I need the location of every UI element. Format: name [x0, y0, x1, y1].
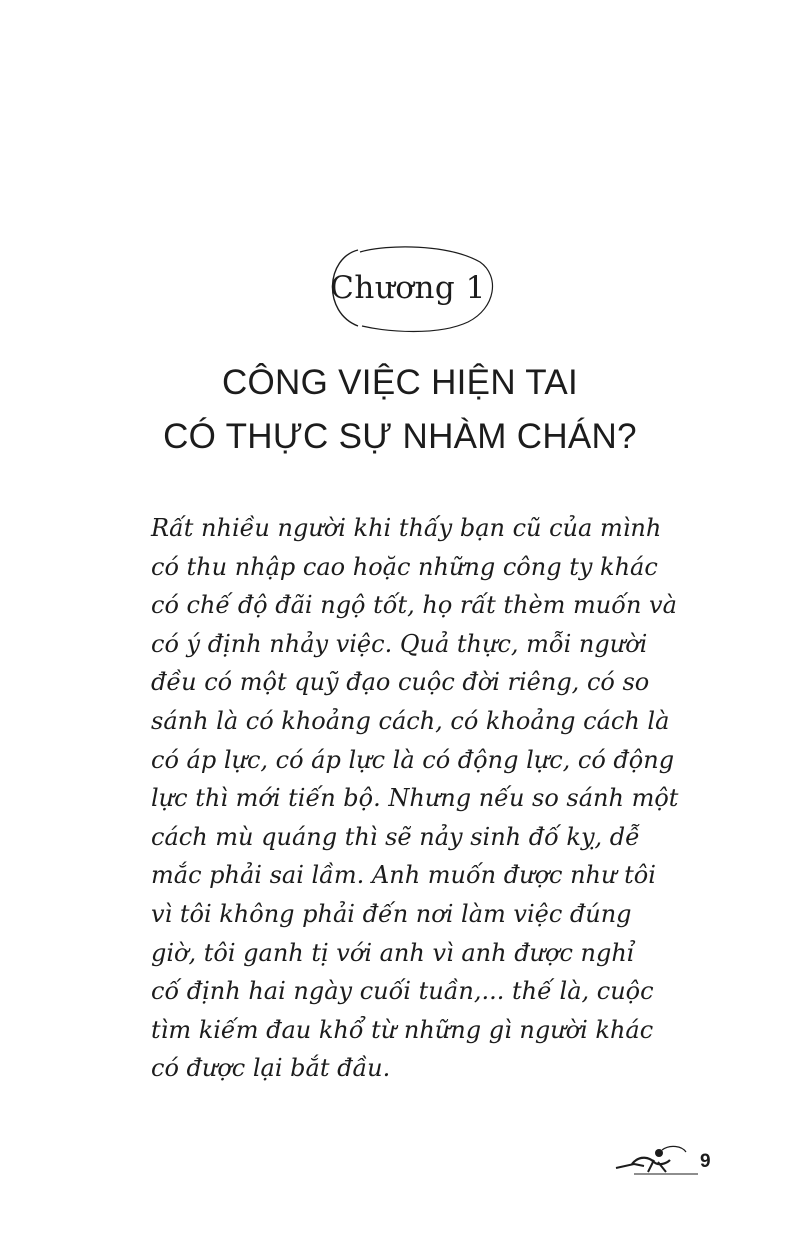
- chapter-title-line-2: CÓ THỰC SỰ NHÀM CHÁN?: [163, 417, 637, 456]
- body-line: có chế độ đãi ngộ tốt, họ rất thèm muốn và: [151, 591, 677, 620]
- body-line: vì tôi không phải đến nơi làm việc đúng: [151, 899, 632, 928]
- body-line: giờ, tôi ganh tị với anh vì anh được nghỉ: [151, 938, 635, 967]
- body-line: có ý định nhảy việc. Quả thực, mỗi người: [151, 629, 648, 658]
- body-line: có được lại bắt đầu.: [151, 1054, 391, 1083]
- runner-ornament-icon: [614, 1142, 698, 1183]
- body-line: sánh là có khoảng cách, có khoảng cách là: [151, 706, 670, 735]
- chapter-title: [0, 356, 800, 464]
- body-line: Rất nhiều người khi thấy bạn cũ của mình: [151, 514, 662, 542]
- body-line: đều có một quỹ đạo cuộc đời riêng, có so: [151, 668, 650, 697]
- chapter-badge: [318, 242, 498, 334]
- chapter-label: Chương 1: [330, 270, 486, 306]
- body-line: cách mù quáng thì sẽ nảy sinh đố kỵ, dễ: [151, 822, 640, 851]
- page-number: 9: [700, 1151, 711, 1172]
- body-line: có thu nhập cao hoặc những công ty khác: [151, 552, 658, 581]
- body-paragraph: [151, 509, 691, 1088]
- body-line: cố định hai ngày cuối tuần,... thế là, cuộc: [151, 977, 654, 1006]
- body-line: mắc phải sai lầm. Anh muốn được như tôi: [151, 861, 656, 890]
- body-line: tìm kiếm đau khổ từ những gì người khác: [151, 1015, 654, 1044]
- body-line: có áp lực, có áp lực là có động lực, có động: [151, 745, 675, 774]
- body-line: lực thì mới tiến bộ. Nhưng nếu so sánh một: [151, 784, 679, 813]
- chapter-title-line-1: CÔNG VIỆC HIỆN TAI: [221, 363, 579, 402]
